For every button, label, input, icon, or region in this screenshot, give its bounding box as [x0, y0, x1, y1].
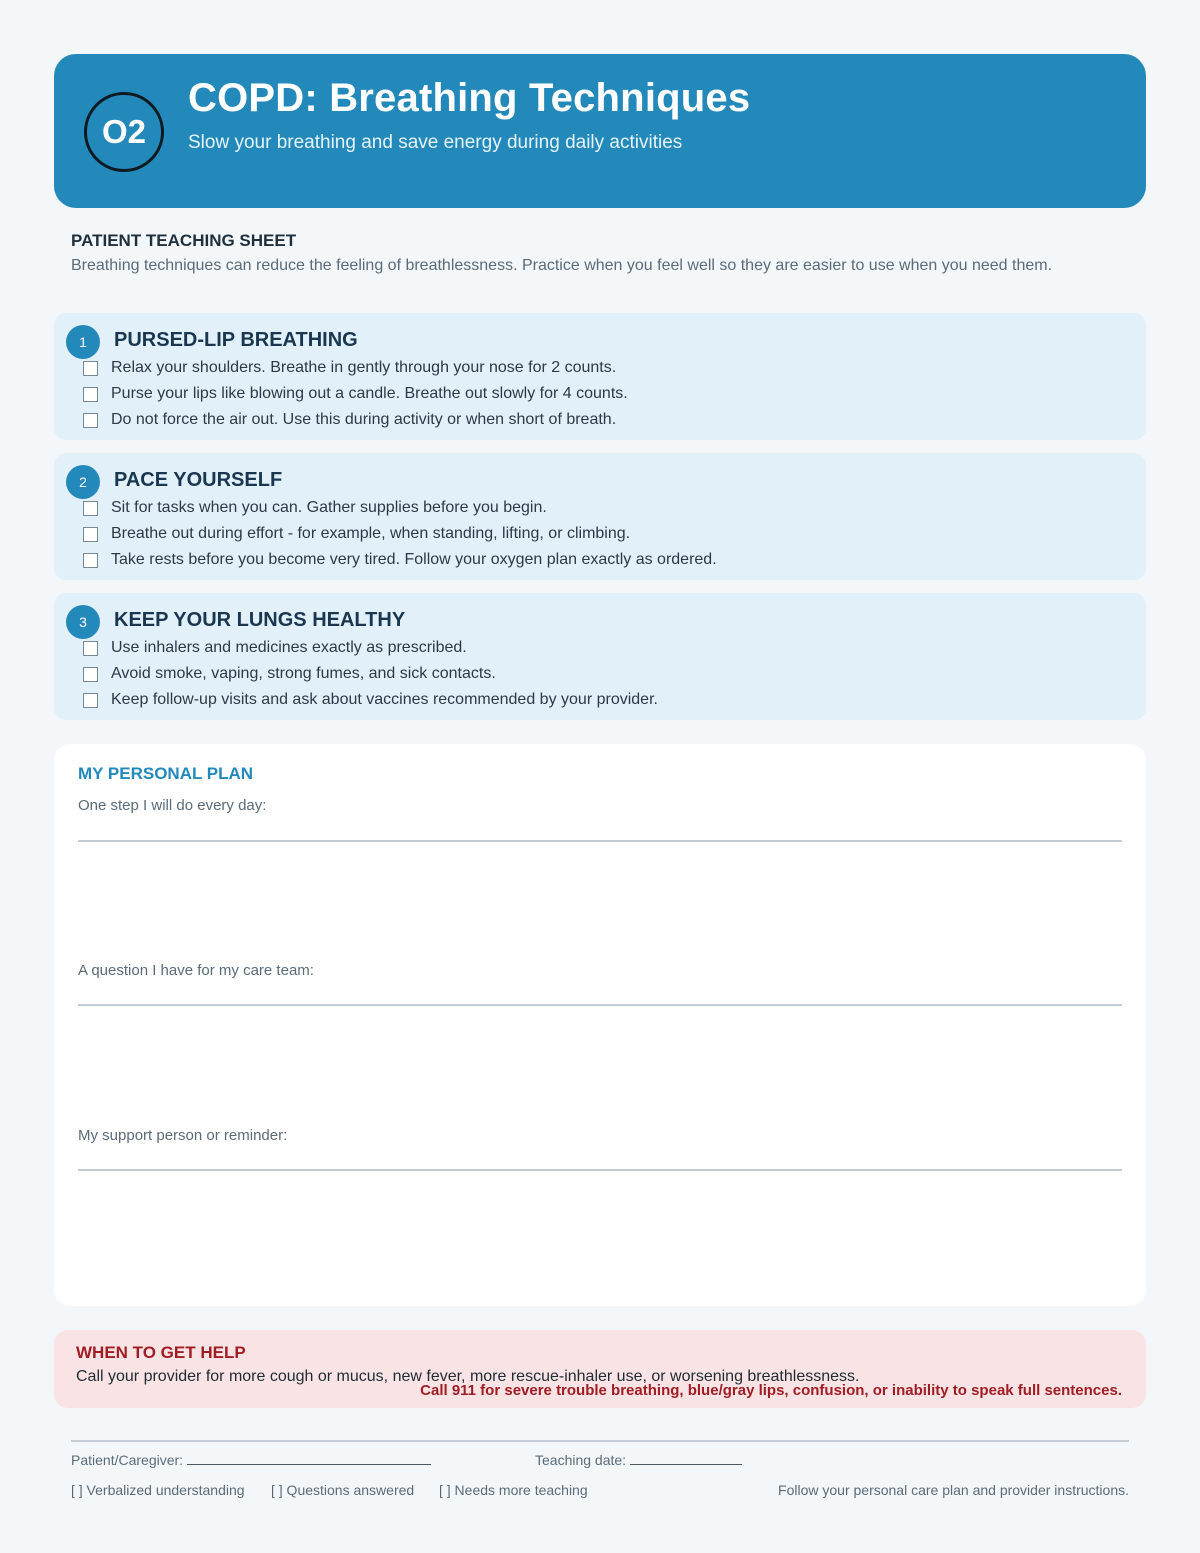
- checklist-item-label: Breathe out during effort - for example, when standing, lifting, or climbing.: [111, 525, 631, 542]
- checkbox[interactable]: [83, 527, 98, 542]
- section-title: PURSED-LIP BREATHING: [114, 329, 358, 351]
- section-number-badge: 1: [66, 325, 100, 359]
- checkbox[interactable]: [83, 387, 98, 402]
- checklist-item-label: Do not force the air out. Use this during activity or when short of breath.: [111, 411, 617, 428]
- o2-badge-icon: O2: [84, 92, 164, 172]
- checklist-item: [83, 358, 616, 378]
- section-pace-yourself: [54, 453, 1146, 580]
- teaching-date-field: [535, 1452, 742, 1468]
- checkbox[interactable]: [83, 413, 98, 428]
- plan-prompt-daily-step: One step I will do every day:: [78, 797, 267, 814]
- check-verbalized-understanding[interactable]: [ ] Verbalized understanding: [71, 1482, 245, 1498]
- checklist-item-label: Sit for tasks when you can. Gather supplies before you begin.: [111, 499, 547, 516]
- checklist-item: [83, 498, 547, 518]
- plan-title: MY PERSONAL PLAN: [78, 764, 254, 783]
- footer-divider: [71, 1440, 1129, 1442]
- checklist-item: [83, 384, 628, 404]
- patient-caregiver-line[interactable]: [187, 1452, 431, 1465]
- section-number-badge: 3: [66, 605, 100, 639]
- check-questions-answered[interactable]: [ ] Questions answered: [271, 1482, 415, 1498]
- emergency-warning: Call 911 for severe trouble breathing, blue/gray lips, confusion, or inability to speak full sentences.: [420, 1382, 1122, 1399]
- page-title: COPD: Breathing Techniques: [188, 76, 751, 120]
- page-subtitle: Slow your breathing and save energy during daily activities: [188, 132, 683, 153]
- checklist-item-label: Use inhalers and medicines exactly as prescribed.: [111, 639, 467, 656]
- checklist-item: [83, 664, 496, 684]
- footer-note: Follow your personal care plan and provider instructions.: [778, 1482, 1129, 1498]
- patient-caregiver-field: [71, 1452, 431, 1468]
- personal-plan-card: [54, 744, 1146, 1306]
- teaching-date-label: Teaching date:: [535, 1452, 627, 1468]
- section-number-badge: 2: [66, 465, 100, 499]
- checklist-item: [83, 690, 658, 710]
- when-to-get-help-box: [54, 1330, 1146, 1408]
- intro-text: Breathing techniques can reduce the feeling of breathlessness. Practice when you feel well so they are easier to use when you need them.: [71, 257, 1053, 274]
- intro-heading: PATIENT TEACHING SHEET: [71, 231, 297, 250]
- checklist-item: [83, 550, 717, 570]
- checklist-item-label: Take rests before you become very tired. Follow your oxygen plan exactly as ordered.: [111, 551, 717, 568]
- checklist-item-label: Avoid smoke, vaping, strong fumes, and sick contacts.: [111, 665, 496, 682]
- checklist-item-label: Purse your lips like blowing out a candle. Breathe out slowly for 4 counts.: [111, 385, 628, 402]
- patient-caregiver-label: Patient/Caregiver:: [71, 1452, 184, 1468]
- section-keep-lungs-healthy: [54, 593, 1146, 720]
- write-in-line[interactable]: [78, 840, 1122, 842]
- plan-prompt-support: My support person or reminder:: [78, 1127, 288, 1144]
- checklist-item: [83, 410, 616, 430]
- checkbox[interactable]: [83, 361, 98, 376]
- check-needs-more-teaching[interactable]: [ ] Needs more teaching: [439, 1482, 588, 1498]
- write-in-line[interactable]: [78, 1004, 1122, 1006]
- checklist-item: [83, 524, 630, 544]
- header-banner: [54, 54, 1146, 208]
- checklist-item-label: Keep follow-up visits and ask about vaccines recommended by your provider.: [111, 691, 658, 708]
- checkbox[interactable]: [83, 667, 98, 682]
- section-title: KEEP YOUR LUNGS HEALTHY: [114, 609, 406, 631]
- help-title: WHEN TO GET HELP: [76, 1343, 246, 1362]
- write-in-line[interactable]: [78, 1169, 1122, 1171]
- teaching-date-line[interactable]: [630, 1452, 742, 1465]
- section-pursed-lip-breathing: [54, 313, 1146, 440]
- checklist-item: [83, 638, 467, 658]
- checkbox[interactable]: [83, 501, 98, 516]
- plan-prompt-question: A question I have for my care team:: [78, 962, 314, 979]
- section-title: PACE YOURSELF: [114, 469, 283, 491]
- checkbox[interactable]: [83, 641, 98, 656]
- checkbox[interactable]: [83, 553, 98, 568]
- help-text: Call your provider for more cough or mucus, new fever, more rescue-inhaler use, or worsening breathlessness.: [76, 1368, 860, 1385]
- checklist-item-label: Relax your shoulders. Breathe in gently through your nose for 2 counts.: [111, 359, 617, 376]
- checkbox[interactable]: [83, 693, 98, 708]
